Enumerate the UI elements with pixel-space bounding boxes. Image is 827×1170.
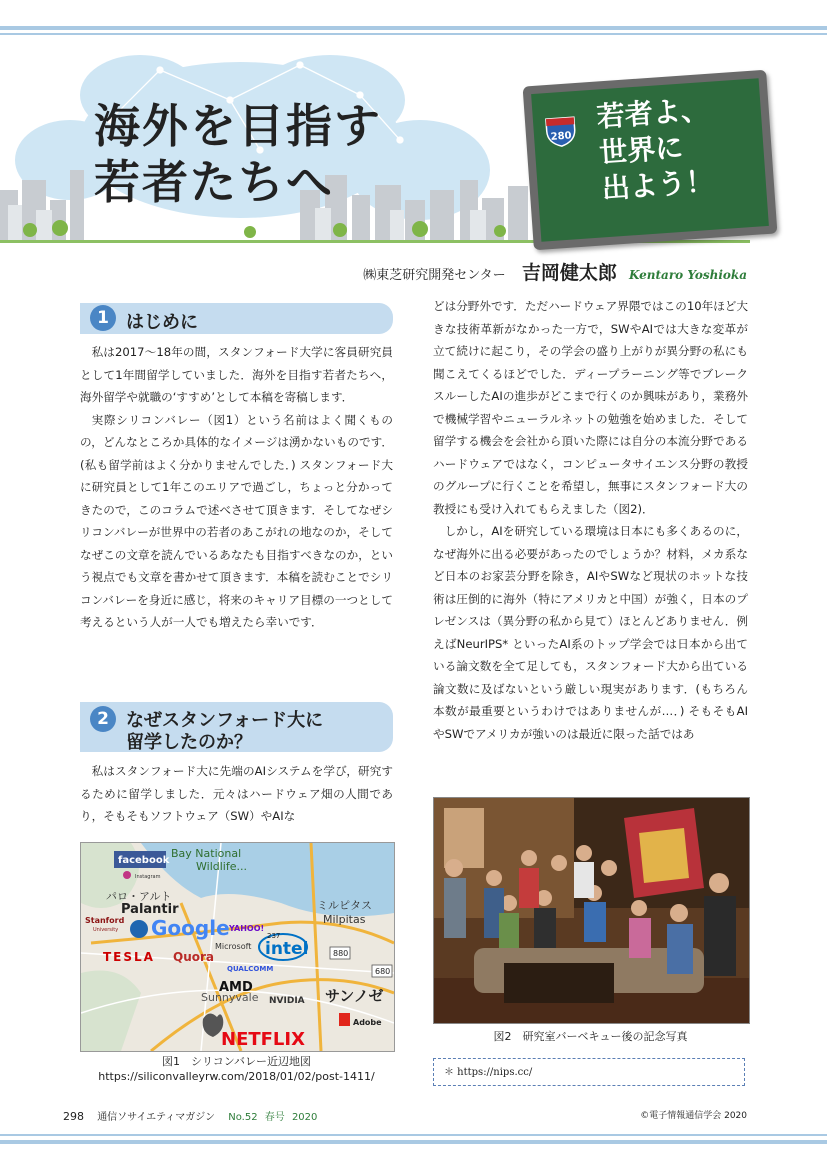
paragraph: しかし，AIを研究している環境は日本にも多くあるのに，なぜ海外に出る必要があったのでしょうか？材料，メカ系など日本のお家芸分野を除き，AIやSWなど現状のホットな技術は圧倒的に海外（特にアメリカと中国）が強く，日本のプレゼンスは（異分野の私から見て）ほとんどありません．例えばNeurIPS* といったAI系のトップ学会では日本から出ている論文数を全て足しても，スタンフォード大から出ている論文数に及ばないという厳しい現実があります．(もちろん本数が最重要というわけではありませんが…．) そもそもAIやSWでアメリカが強いのは最近に限った話ではあ <box>433 524 748 741</box>
byline <box>363 258 747 285</box>
instagram-label: Instagram <box>135 874 161 880</box>
section-1-heading <box>80 303 393 334</box>
issue-number: No.52 <box>228 1112 258 1123</box>
group-photo <box>433 797 750 1024</box>
paragraph: 私はスタンフォード大に先端のAIシステムを学び，研究するために留学しました．元々はハードウェア畑の人間であり，そもそもソフトウェア（SW）やAIな <box>80 764 393 823</box>
title-line-2: 若者たちへ <box>94 155 334 209</box>
palantir-label: Palantir <box>121 902 179 917</box>
column-2-body <box>433 295 748 745</box>
tesla-label: TESLA <box>103 950 155 964</box>
caption-line-1: 図1 シリコンバレー近辺地図 <box>161 1055 311 1068</box>
article-title <box>94 98 382 210</box>
sanjose-jp-label: サンノゼ <box>325 987 384 1005</box>
section-title: はじめに <box>126 312 198 333</box>
figure-1-caption <box>80 1054 393 1084</box>
highway-680-label: 680 <box>375 967 391 976</box>
issue-season: 春号 <box>264 1112 285 1123</box>
milpitas-label: Milpitas <box>323 913 366 926</box>
section-number: 1 <box>90 305 116 331</box>
university-label: University <box>93 927 119 933</box>
stanford-label: Stanford <box>85 916 125 925</box>
quora-label: Quora <box>173 950 215 964</box>
map-graphic <box>81 843 394 1051</box>
group-photo-image <box>434 798 749 1023</box>
title-line-1: 海外を目指す <box>94 99 382 153</box>
bottom-rule-thin <box>0 1134 827 1136</box>
netflix-label: NETFLIX <box>221 1029 305 1050</box>
wildlife-label: Wildlife... <box>196 860 247 873</box>
section-title-line-2: 留学したのか？ <box>126 732 252 753</box>
intel-label: intel <box>265 939 309 959</box>
bottom-rule <box>0 1140 827 1144</box>
section-number: 2 <box>90 706 116 732</box>
bay-label: Bay National <box>171 847 242 860</box>
magazine-name: 通信ソサイエティマガジン <box>97 1112 216 1123</box>
footnote: ＊ https://nips.cc/ <box>433 1058 745 1086</box>
paragraph: 私は2017〜18年の間，スタンフォード大学に客員研究員として1年間留学していました．海外を目指す若者たちへ，海外留学や就職の‘すすめ’として本稿を寄稿します． <box>80 345 393 404</box>
hp-logo <box>130 920 148 938</box>
milpitas-jp-label: ミルピタス <box>317 899 372 912</box>
page-number: 298 <box>63 1110 84 1123</box>
figure-2-caption: 図2 研究室バーベキュー後の記念写真 <box>493 1030 688 1043</box>
microsoft-label: Microsoft <box>215 942 252 951</box>
facebook-label: facebook <box>118 855 170 866</box>
nvidia-label: NVIDIA <box>269 996 305 1006</box>
amd-label: AMD <box>219 980 253 995</box>
section-1-body <box>80 341 393 634</box>
yahoo-label: YAHOO! <box>229 924 265 933</box>
author-name: 吉岡健太郎 <box>521 262 617 284</box>
board-text: 若者よ、 世界に 出よう！ <box>595 92 715 206</box>
qualcomm-label: QUALCOMM <box>227 965 274 973</box>
paragraph: どは分野外です．ただハードウェア界隈ではこの10年ほど大きな技術革新がなかった一方で，SWやAIでは大きな変革が立て続けに起こり，その学会の盛り上がりが異分野の私にも聞こえてくるほどでした．ディープラーニング等でブレークスルーしたAIの進歩がどこまで行くのか興味があり，業務外で機械学習やニューラルネットの勉強を始めました．そして留学する機会を会社から頂いた際には自分の本流分野であるハードウェアではなく，コンピュータサイエンス分野の教授のグループに行くことを希望し，無事にスタンフォード大の教授にも受け入れてもらえました（図2)． <box>433 299 748 516</box>
sunnyvale-label: Sunnyvale <box>201 991 259 1004</box>
copyright: ©電子情報通信学会 2020 <box>640 1111 747 1121</box>
silicon-valley-map <box>80 842 395 1052</box>
author-name-en: Kentaro Yoshioka <box>628 268 747 282</box>
adobe-label: Adobe <box>353 1018 382 1027</box>
chalkboard <box>523 70 778 251</box>
highway-237-label: 237 <box>267 932 281 940</box>
top-rule <box>0 26 827 30</box>
issue-year: 2020 <box>291 1112 318 1123</box>
section-title-line-1: なぜスタンフォード大に <box>126 710 324 731</box>
section-2-body <box>80 760 393 828</box>
interstate-shield-icon <box>543 113 579 149</box>
adobe-logo <box>339 1013 350 1026</box>
footer-left <box>63 1108 317 1123</box>
shield-number: 280 <box>550 130 572 143</box>
palo-alto-label: パロ・アルト <box>106 890 172 903</box>
instagram-icon <box>123 871 131 879</box>
section-2-heading <box>80 702 393 752</box>
affiliation: ㈱東芝研究開発センター <box>363 268 506 283</box>
highway-880-label: 880 <box>333 949 349 958</box>
top-rule-thin <box>0 33 827 35</box>
caption-line-2: https://siliconvalleyrw.com/2018/01/02/post-1411/ <box>98 1070 375 1083</box>
google-label: Google <box>151 916 230 940</box>
paragraph: 実際シリコンバレー（図1）という名前はよく聞くものの，どんなところか具体的なイメージは湧かないものです．(私も留学前はよく分かりませんでした．) スタンフォード大に研究員として1年このエリアで過ごし，ちょっと分かってきたので，このコラムで述べさせて頂きます．そしてなぜシリコンバレーが世界中の若者のあこがれの地なのか，そしてなぜこの文章を読んでいるあなたも目指すべきなのか，という視点でも文章を書かせて頂きます．本稿を読むことでシリコンバレーを身近に感じ，将来のキャリア目標の一つとして考えるという人が一人でも増えたら幸いです． <box>80 412 393 629</box>
